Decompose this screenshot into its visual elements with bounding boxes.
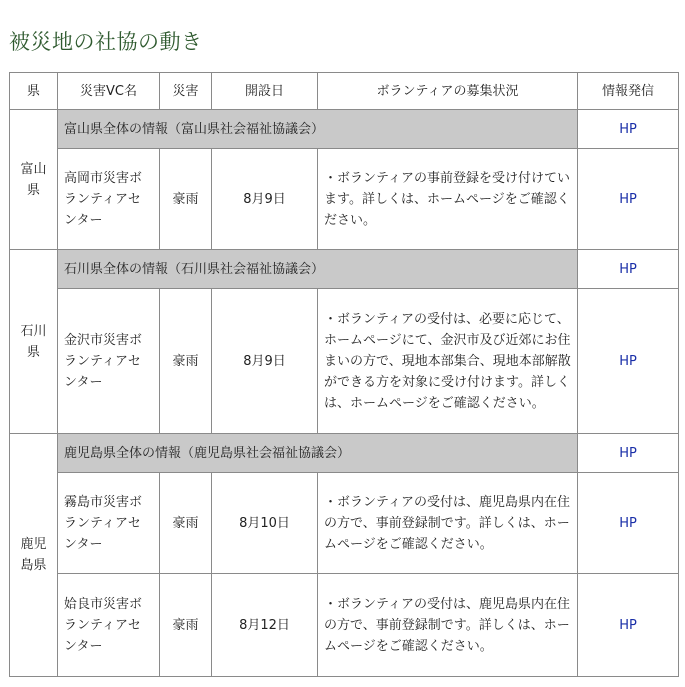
volunteer-status: ・ボランティアの受付は、必要に応じて、ホームページにて、金沢市及び近郊にお住まいの方で、現地本部集合、現地本部解散ができる方を対象に受け付けます。詳しくは、ホームページをご確認ください。 [318,289,578,434]
hp-cell [578,473,679,574]
opened-date: 8月10日 [212,473,318,574]
table-row [10,473,679,574]
vc-name-kirishima: 霧島市災害ボランティアセンター [58,473,160,574]
summary-ishikawa: 石川県全体の情報（石川県社会福祉協議会） [58,250,578,289]
table-row [10,289,679,434]
table-row [10,574,679,677]
disaster-type: 豪雨 [160,473,212,574]
header-status: ボランティアの募集状況 [318,73,578,110]
disaster-type: 豪雨 [160,149,212,250]
pref-name-line: 石川 [20,323,47,339]
pref-name-line: 県 [26,182,40,198]
vc-name-kanazawa: 金沢市災害ボランティアセンター [58,289,160,434]
pref-cell-kagoshima [10,434,58,677]
hp-link-kanazawa[interactable]: HP [619,353,637,369]
opened-date: 8月12日 [212,574,318,677]
hp-link-ishikawa-pref[interactable]: HP [619,261,637,277]
vc-name-aira: 姶良市災害ボランティアセンター [58,574,160,677]
volunteer-status: ・ボランティアの事前登録を受け付けています。詳しくは、ホームページをご確認ください。 [318,149,578,250]
hp-cell [578,289,679,434]
summary-toyama: 富山県全体の情報（富山県社会福祉協議会） [58,110,578,149]
summary-row-toyama [10,110,679,149]
header-opened: 開設日 [212,73,318,110]
header-disaster: 災害 [160,73,212,110]
disaster-type: 豪雨 [160,574,212,677]
header-info: 情報発信 [578,73,679,110]
hp-cell [578,434,679,473]
pref-name-line: 富山 [20,161,47,177]
hp-link-aira[interactable]: HP [619,617,637,633]
pref-cell-ishikawa [10,250,58,434]
pref-name-line: 県 [26,344,40,360]
hp-cell [578,110,679,149]
page-title: 被災地の社協の動き [9,30,203,54]
header-vc-name: 災害VC名 [58,73,160,110]
table-row [10,149,679,250]
volunteer-center-table [9,72,679,677]
hp-cell [578,574,679,677]
hp-cell [578,250,679,289]
volunteer-status: ・ボランティアの受付は、鹿児島県内在住の方で、事前登録制です。詳しくは、ホームページをご確認ください。 [318,473,578,574]
hp-link-kirishima[interactable]: HP [619,515,637,531]
disaster-type: 豪雨 [160,289,212,434]
header-pref: 県 [10,73,58,110]
hp-link-takaoka[interactable]: HP [619,191,637,207]
opened-date: 8月9日 [212,289,318,434]
hp-cell [578,149,679,250]
header-row [10,73,679,110]
summary-row-ishikawa [10,250,679,289]
summary-row-kagoshima [10,434,679,473]
hp-link-kagoshima-pref[interactable]: HP [619,445,637,461]
summary-kagoshima: 鹿児島県全体の情報（鹿児島県社会福祉協議会） [58,434,578,473]
opened-date: 8月9日 [212,149,318,250]
volunteer-status: ・ボランティアの受付は、鹿児島県内在住の方で、事前登録制です。詳しくは、ホームページをご確認ください。 [318,574,578,677]
pref-cell-toyama [10,110,58,250]
vc-name-takaoka: 高岡市災害ボランティアセンター [58,149,160,250]
hp-link-toyama-pref[interactable]: HP [619,121,637,137]
pref-name-line: 島県 [20,558,47,573]
pref-name-line: 鹿児 [20,537,47,552]
